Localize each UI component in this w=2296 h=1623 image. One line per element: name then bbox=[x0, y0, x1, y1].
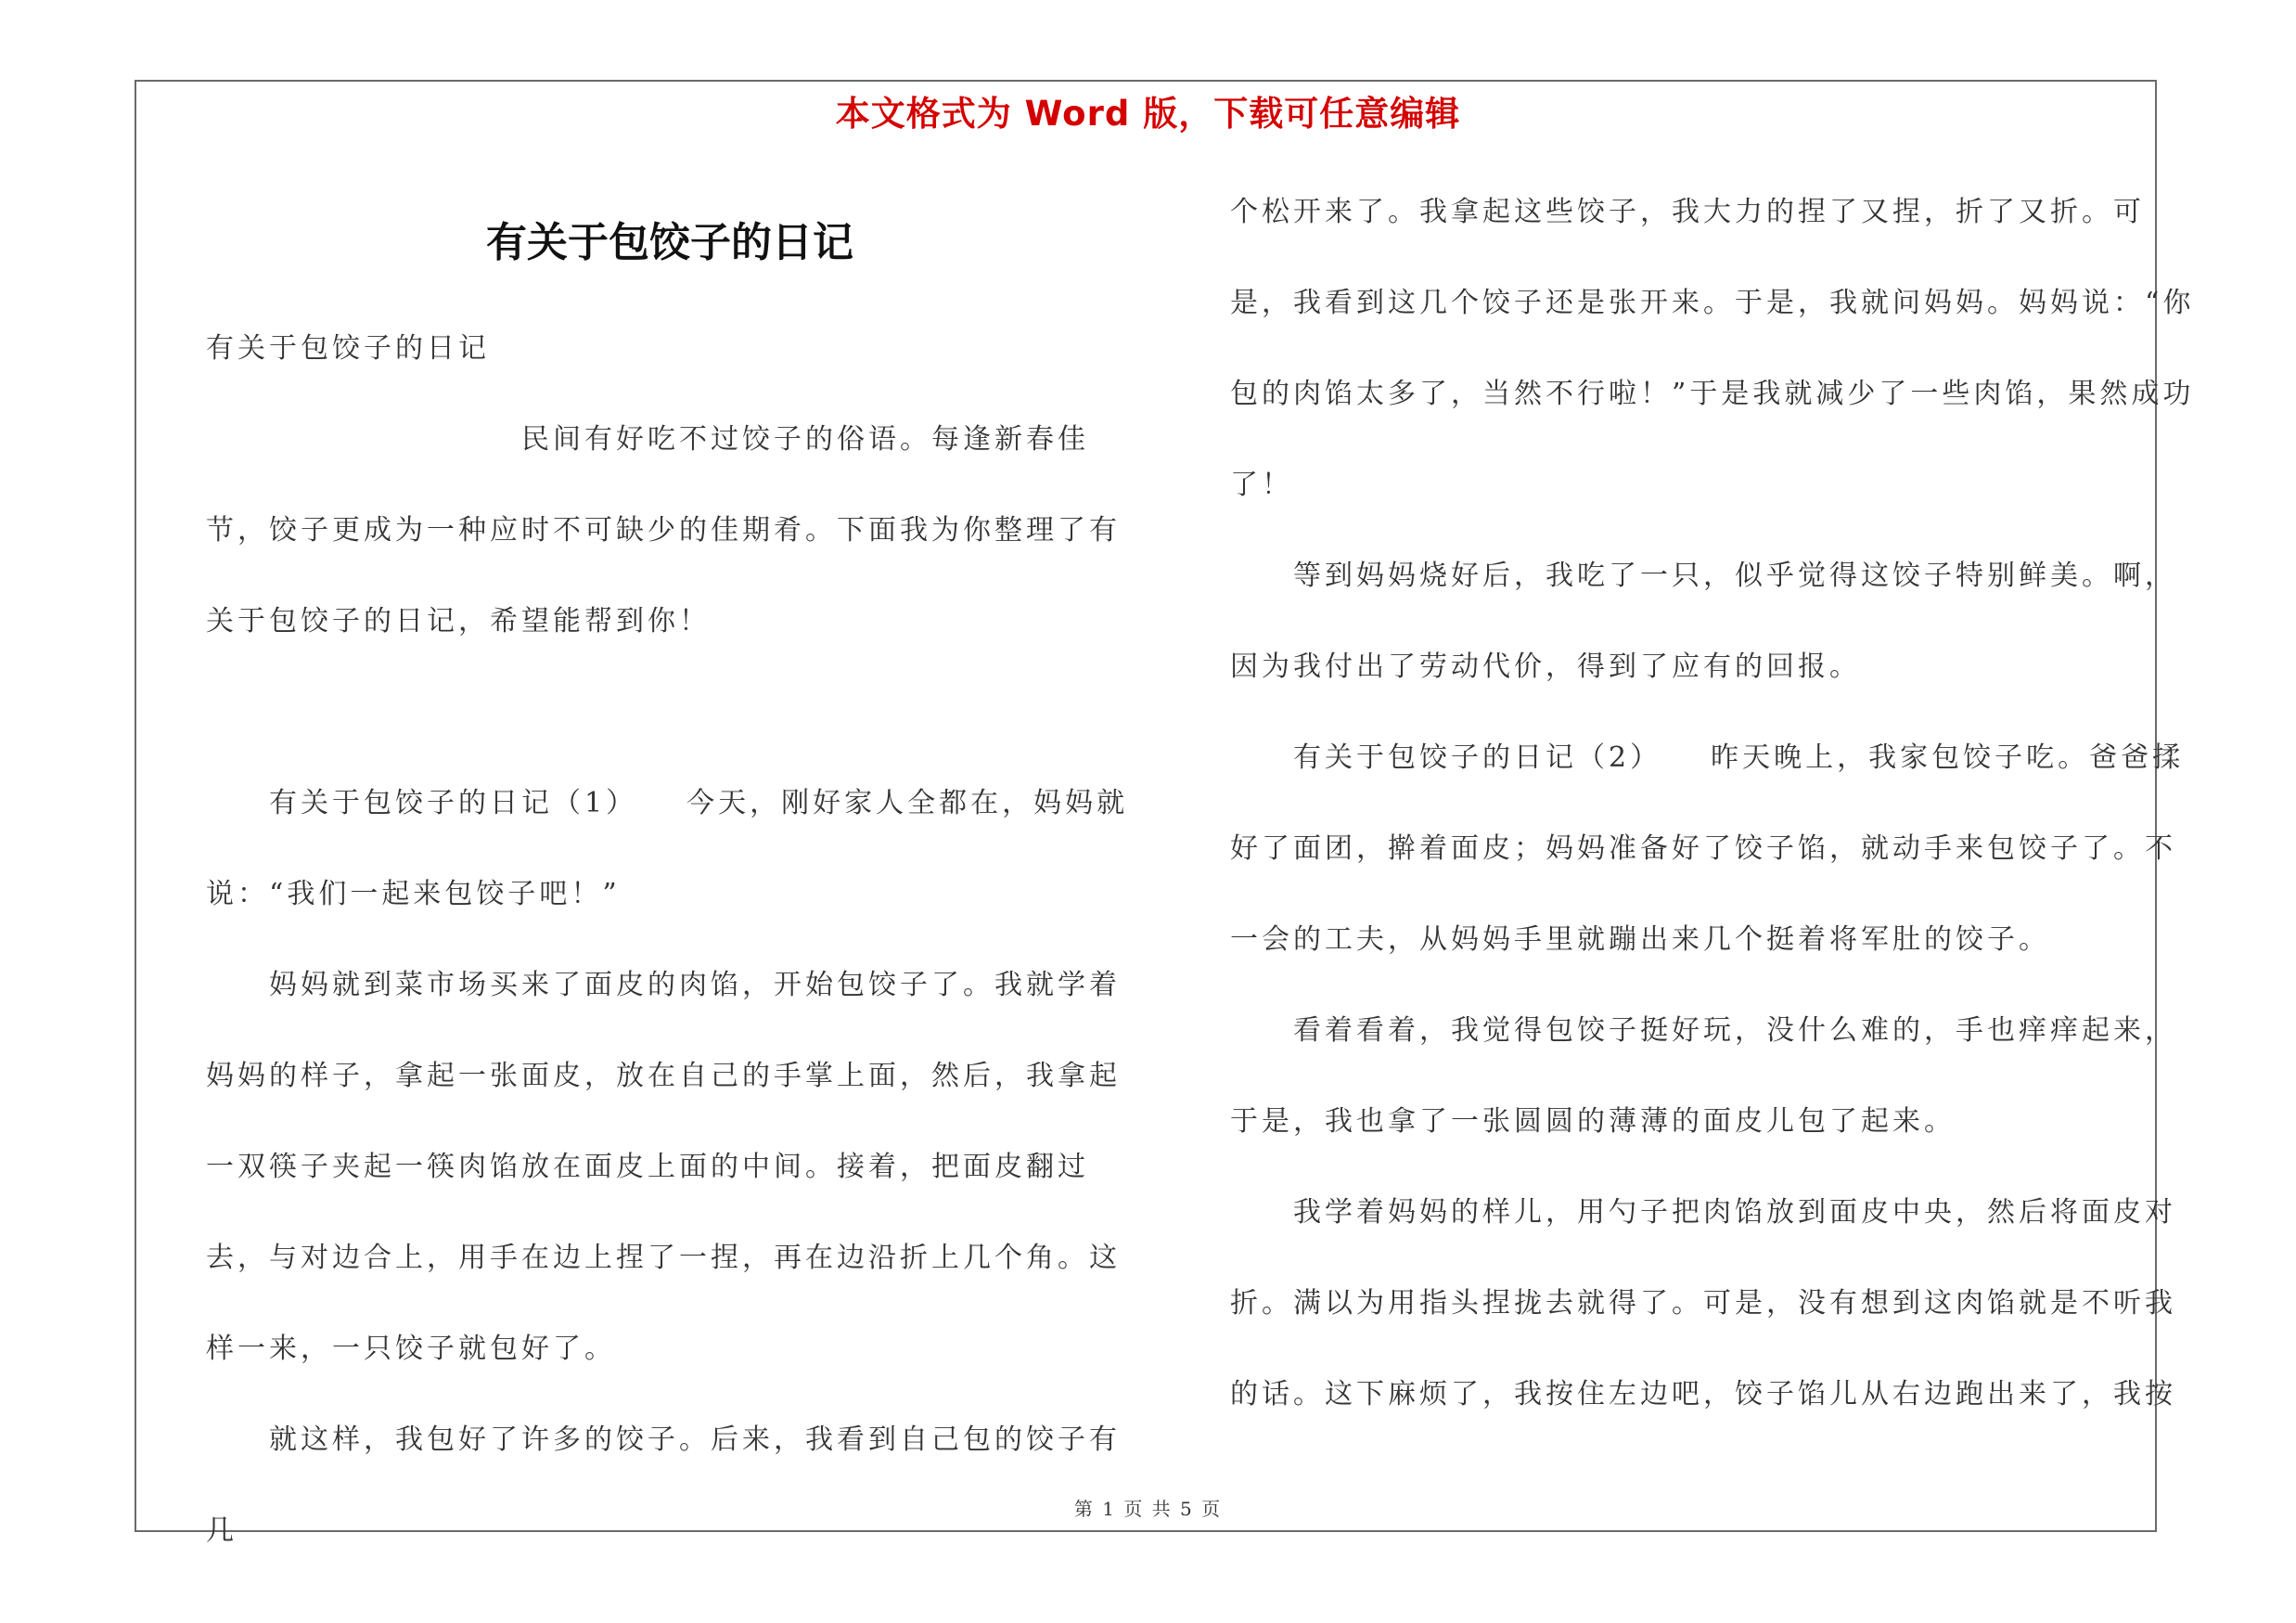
paragraph: 我学着妈妈的样儿，用勺子把肉馅放到面皮中央，然后将面皮对折。满以为用指头捏拢去就得了。可是，没有想到这肉馅就是不听我的话。这下麻烦了，我按住左边吧，饺子馅儿从右边跑出来了，我按 bbox=[1230, 1196, 2176, 1410]
paragraph: 看着看着，我觉得包饺子挺好玩，没什么难的，手也痒痒起来，于是，我也拿了一张圆圆的薄薄的面皮儿包了起来。 bbox=[1230, 1014, 2176, 1138]
paragraph: 个松开来了。我拿起这些饺子，我大力的捏了又捏，折了又折。可是，我看到这几个饺子还是张开来。于是，我就问妈妈。妈妈说：“你包的肉馅太多了，当然不行啦！”于是我就减少了一些肉馅，果然成功了！ bbox=[1230, 196, 2195, 501]
page-number-footer: 第 1 页 共 5 页 bbox=[1073, 1498, 1223, 1520]
right-column bbox=[1230, 167, 2204, 1440]
paragraph: 等到妈妈烧好后，我吃了一只，似乎觉得这饺子特别鲜美。啊，因为我付出了劳动代价，得到了应有的回报。 bbox=[1230, 560, 2176, 683]
document-title: 有关于包饺子的日记 bbox=[486, 219, 853, 266]
paragraph: 就这样，我包好了许多的饺子。后来，我看到自己包的饺子有几 bbox=[206, 1423, 1121, 1547]
paragraph: 有关于包饺子的日记 bbox=[206, 332, 490, 365]
paragraph: 民间有好吃不过饺子的俗语。每逢新春佳节，饺子更成为一种应时不可缺少的佳期肴。下面我为你整理了有关于包饺子的日记，希望能帮到你！ bbox=[206, 423, 1121, 638]
paragraph: 妈妈就到菜市场买来了面皮的肉馅，开始包饺子了。我就学着妈妈的样子，拿起一张面皮，放在自己的手掌上面，然后，我拿起一双筷子夹起一筷肉馅放在面皮上面的中间。接着，把面皮翻过去，与对边合上，用手在边上捏了一捏，再在边沿折上几个角。这样一来，一只饺子就包好了。 bbox=[206, 969, 1121, 1365]
left-column bbox=[206, 303, 1134, 1577]
format-banner: 本文格式为 Word 版，下载可任意编辑 bbox=[835, 94, 1461, 134]
paragraph-gap bbox=[206, 667, 1134, 758]
paragraph: 有关于包饺子的日记（2） 昨天晚上，我家包饺子吃。爸爸揉好了面团，擀着面皮；妈妈准备好了饺子馅，就动手来包饺子了。不一会的工夫，从妈妈手里就蹦出来几个挺着将军肚的饺子。 bbox=[1230, 741, 2185, 956]
paragraph: 有关于包饺子的日记（1） 今天，刚好家人全都在，妈妈就说：“我们一起来包饺子吧！” bbox=[206, 787, 1129, 910]
